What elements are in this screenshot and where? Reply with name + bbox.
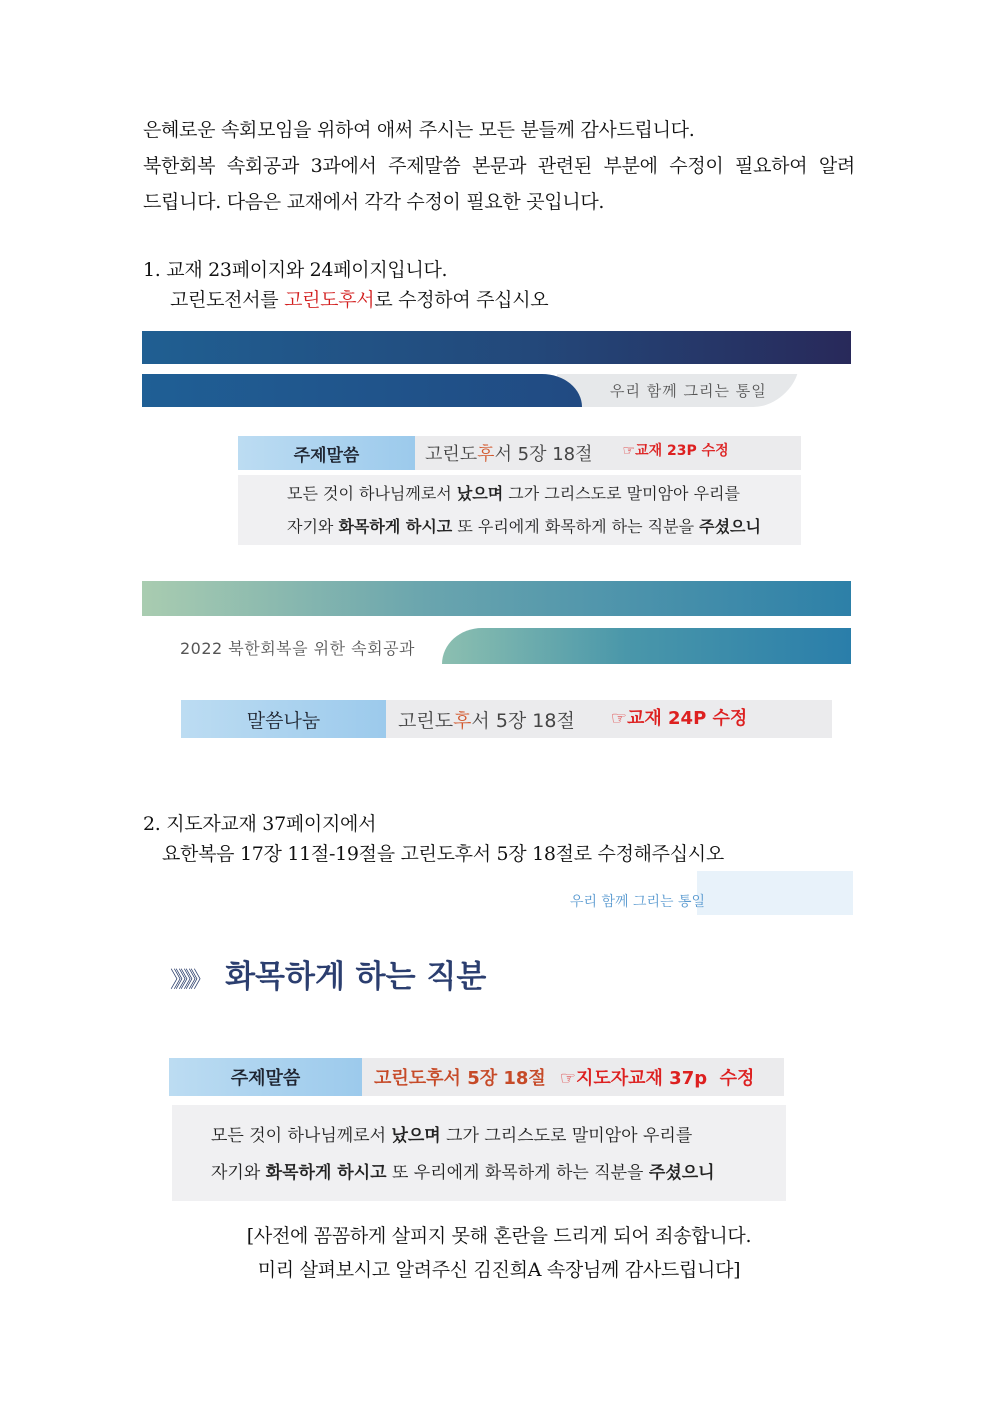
verse-line <box>211 1155 786 1192</box>
verse-line <box>211 1118 786 1155</box>
verse-line <box>287 510 801 543</box>
ref-text: 서 5장 18절 <box>494 444 593 465</box>
instruction-text: 고린도전서를 <box>170 289 285 311</box>
verse-text: 자기와 <box>287 517 339 536</box>
banner-blue-segment <box>142 374 582 407</box>
ref-text: 고린도 <box>425 444 478 465</box>
verse-text: 또 우리에게 화목하게 하는 직분을 <box>452 517 700 536</box>
intro-word: 부분에 <box>603 155 658 177</box>
banner-bar-dark <box>142 331 851 364</box>
verse-bold: 주셨으니 <box>699 517 761 536</box>
intro-word: 필요하여 <box>735 155 808 177</box>
theme-header-2 <box>181 700 832 738</box>
verse-text: 또 우리에게 화목하게 하는 직분을 <box>386 1163 649 1183</box>
banner-slogan: 우리 함께 그리는 통일 <box>610 382 767 400</box>
instruction-highlight: 고린도후서 <box>284 289 375 311</box>
intro-word: 3과에서 <box>310 155 377 177</box>
theme-reference <box>386 700 832 738</box>
section-1-title: 1. 교재 23페이지와 24페이지입니다. <box>143 259 448 281</box>
ref-text: 서 5장 18절 <box>471 709 575 732</box>
theme-label: 주제말씀 <box>169 1058 362 1096</box>
banner-bar-slogan <box>142 374 851 407</box>
theme-reference <box>415 436 801 470</box>
closing-line-1: [사전에 꼼꼼하게 살피지 못해 혼란을 드리게 되어 죄송합니다. <box>246 1225 752 1247</box>
verse-text: 그가 그리스도로 말미암아 우리를 <box>503 484 740 503</box>
verse-text: 그가 그리스도로 말미암아 우리를 <box>440 1126 693 1146</box>
banner-slogan: 우리 함께 그리는 통일 <box>570 894 706 910</box>
intro-paragraph <box>143 112 855 220</box>
verse-line <box>287 475 801 510</box>
intro-word: 북한회복 <box>143 155 216 177</box>
theme-header-1 <box>238 436 801 470</box>
verse-box-1 <box>238 475 801 545</box>
intro-word: 수정이 <box>669 155 724 177</box>
verse-bold: 났으며 <box>391 1126 441 1146</box>
theme-header-3 <box>169 1058 784 1096</box>
closing-note <box>143 1219 855 1287</box>
ref-text: 고린도 <box>398 709 454 732</box>
banner-bar-title <box>142 628 851 664</box>
theme-reference <box>362 1058 784 1096</box>
chevrons-icon: 》》》》》 <box>170 968 207 993</box>
intro-word: 속회공과 <box>226 155 300 177</box>
section-1-instruction <box>170 284 548 316</box>
ref-highlight: 후 <box>453 709 472 732</box>
verse-text: 자기와 <box>211 1163 266 1183</box>
intro-line-1: 은혜로운 속회모임을 위하여 애써 주시는 모든 분들께 감사드립니다. <box>143 119 695 141</box>
instruction-text: 로 수정하여 주십시오 <box>374 289 549 311</box>
banner-bar-teal <box>142 581 851 616</box>
closing-line-2: 미리 살펴보시고 알려주신 김진희A 속장님께 감사드립니다] <box>257 1259 741 1281</box>
banner-book-title: 2022 북한회복을 위한 속회공과 <box>180 639 415 658</box>
section-2-title: 2. 지도자교재 37페이지에서 <box>143 813 377 835</box>
intro-word: 알려 <box>818 155 855 177</box>
section-heading <box>170 951 486 996</box>
intro-line-3: 드립니다. 다음은 교재에서 각각 수정이 필요한 곳입니다. <box>143 191 605 213</box>
section-2-instruction: 요한복음 17장 11절-19절을 고린도후서 5장 18절로 수정해주십시오 <box>162 843 724 865</box>
theme-label: 말씀나눔 <box>181 700 386 738</box>
verse-text: 모든 것이 하나님께로서 <box>287 484 457 503</box>
verse-box-3 <box>172 1105 786 1201</box>
banner-teal-segment <box>442 628 851 664</box>
banner-strip <box>697 871 853 915</box>
verse-bold: 났으며 <box>456 484 504 503</box>
intro-line-2 <box>143 148 855 184</box>
intro-word: 본문과 <box>471 155 527 177</box>
correction-note: ☞교재 23P 수정 <box>622 443 729 459</box>
verse-text: 모든 것이 하나님께로서 <box>211 1126 392 1146</box>
correction-note: ☞교재 24P 수정 <box>610 708 748 729</box>
correction-note: ☞지도자교재 37p 수정 <box>559 1068 755 1089</box>
heading-title: 화목하게 하는 직분 <box>225 959 487 995</box>
ref-highlight: 후 <box>477 444 495 465</box>
ref-text: 고린도후서 5장 18절 <box>374 1068 546 1089</box>
verse-bold: 화목하게 하시고 <box>265 1163 387 1183</box>
intro-word: 주제말씀 <box>388 155 461 177</box>
verse-bold: 화목하게 하시고 <box>338 517 453 536</box>
theme-label: 주제말씀 <box>238 436 415 470</box>
verse-bold: 주셨으니 <box>648 1163 715 1183</box>
intro-word: 관련된 <box>537 155 592 177</box>
